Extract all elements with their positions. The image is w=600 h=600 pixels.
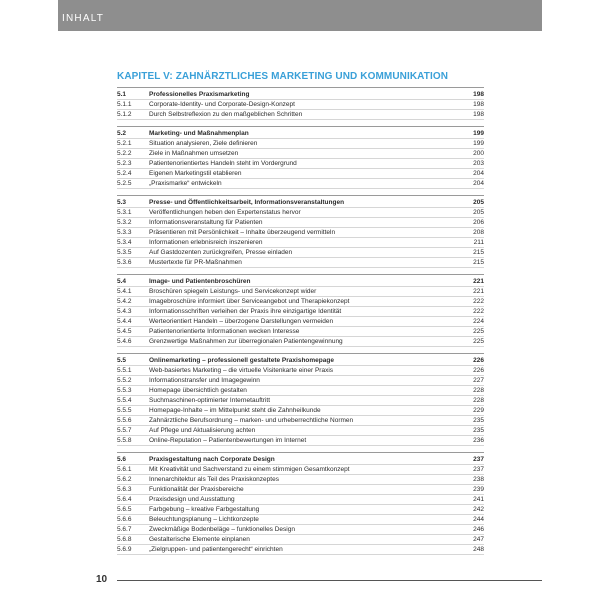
toc-entry (117, 317, 484, 327)
toc-num: 5.4.1 (117, 288, 132, 295)
toc-section (117, 126, 484, 189)
toc-page: 228 (473, 397, 484, 404)
toc-title: Auf Gastdozenten zurückgreifen, Presse einladen (149, 249, 293, 256)
toc-entry (117, 179, 484, 189)
toc-num: 5.3 (117, 199, 127, 206)
toc-title: Mustertexte für PR-Maßnahmen (149, 259, 242, 266)
toc-num: 5.3.2 (117, 219, 132, 226)
toc-page: 221 (473, 288, 484, 295)
toc-entry (117, 248, 484, 258)
toc-page: 239 (473, 486, 484, 493)
toc-page: 203 (473, 160, 484, 167)
toc-entry (117, 416, 484, 426)
toc-page: 200 (473, 150, 484, 157)
toc-entry (117, 169, 484, 179)
toc-entry (117, 228, 484, 238)
toc-title: Mit Kreativität und Sachverstand zu einem stimmigen Gesamtkonzept (149, 466, 350, 473)
toc-entry (117, 238, 484, 248)
toc-title: Marketing- und Maßnahmenplan (149, 130, 249, 137)
toc-entry (117, 406, 484, 416)
toc-title: Homepage-Inhalte – im Mittelpunkt steht die Zahnheilkunde (149, 407, 321, 414)
toc-num: 5.4.5 (117, 328, 132, 335)
toc-section (117, 452, 484, 555)
toc-num: 5.6.3 (117, 486, 132, 493)
toc-section-heading (117, 356, 484, 366)
toc-num: 5.3.5 (117, 249, 132, 256)
toc-section (117, 87, 484, 120)
toc-entry (117, 386, 484, 396)
toc-entry (117, 535, 484, 545)
toc-title: Patientenorientierte Informationen wecken Interesse (149, 328, 300, 335)
toc-num: 5.4.6 (117, 338, 132, 345)
toc-page: 205 (473, 209, 484, 216)
toc-page: 244 (473, 516, 484, 523)
toc-page: 222 (473, 308, 484, 315)
toc-title: Innenarchitektur als Teil des Praxiskonzeptes (149, 476, 279, 483)
toc-entry (117, 485, 484, 495)
toc-title: Broschüren spiegeln Leistungs- und Servicekonzept wider (149, 288, 317, 295)
toc-num: 5.5.4 (117, 397, 132, 404)
toc-entry (117, 436, 484, 446)
toc-num: 5.5 (117, 357, 127, 364)
toc-page: 221 (473, 278, 484, 285)
toc-num: 5.2.4 (117, 170, 132, 177)
toc-page: 248 (473, 546, 484, 553)
toc-num: 5.3.4 (117, 239, 132, 246)
toc-page: 198 (473, 101, 484, 108)
toc-page: 237 (473, 456, 484, 463)
toc-num: 5.4.4 (117, 318, 132, 325)
toc-page: 215 (473, 249, 484, 256)
toc-num: 5.2.2 (117, 150, 132, 157)
toc-page: 242 (473, 506, 484, 513)
toc-page: 204 (473, 180, 484, 187)
toc-page: 222 (473, 298, 484, 305)
toc-entry (117, 218, 484, 228)
toc-title: Gestalterische Elemente einplanen (149, 536, 250, 543)
toc-num: 5.6.4 (117, 496, 132, 503)
toc-num: 5.5.3 (117, 387, 132, 394)
toc-entry (117, 159, 484, 169)
toc-title: Presse- und Öffentlichkeitsarbeit, Informationsveranstaltungen (149, 199, 345, 206)
toc-page: 224 (473, 318, 484, 325)
toc-num: 5.3.1 (117, 209, 132, 216)
toc-entry (117, 139, 484, 149)
toc-title: Informationstransfer und Imagegewinn (149, 377, 260, 384)
toc-num: 5.1 (117, 91, 127, 98)
toc-page: 215 (473, 259, 484, 266)
toc-page: 228 (473, 387, 484, 394)
toc-page: 208 (473, 229, 484, 236)
toc-entry (117, 327, 484, 337)
toc-entry (117, 396, 484, 406)
toc-entry (117, 208, 484, 218)
toc-num: 5.5.7 (117, 427, 132, 434)
toc-page: 235 (473, 417, 484, 424)
toc-page: 199 (473, 140, 484, 147)
toc-title: Informationen erlebnisreich inszenieren (149, 239, 263, 246)
toc-page: 229 (473, 407, 484, 414)
toc-entry (117, 475, 484, 485)
toc-page: 199 (473, 130, 484, 137)
toc-entry (117, 337, 484, 347)
toc-title: Imagebroschüre informiert über Serviceangebot und Therapiekonzept (149, 298, 350, 305)
toc-entry (117, 376, 484, 386)
toc-section (117, 195, 484, 268)
toc-entry (117, 465, 484, 475)
toc-title: Homepage übersichtlich gestalten (149, 387, 247, 394)
toc-page: 246 (473, 526, 484, 533)
toc-num: 5.5.8 (117, 437, 132, 444)
toc-entry (117, 258, 484, 268)
toc-section (117, 353, 484, 446)
toc-num: 5.4.2 (117, 298, 132, 305)
toc-title: Farbgebung – kreative Farbgestaltung (149, 506, 260, 513)
toc-num: 5.6.6 (117, 516, 132, 523)
toc-num: 5.6.2 (117, 476, 132, 483)
toc-section (117, 274, 484, 347)
toc-title: Corporate-Identity- und Corporate-Design-Konzept (149, 101, 295, 108)
toc-title: Onlinemarketing – professionell gestaltete Praxishomepage (149, 357, 334, 364)
toc-page: 211 (473, 239, 484, 246)
toc-num: 5.1.1 (117, 101, 132, 108)
toc-title: Informationsschriften verleihen der Praxis ihre einzigartige Identität (149, 308, 342, 315)
toc-page: 205 (473, 199, 484, 206)
toc-page: 237 (473, 466, 484, 473)
toc-title: Professionelles Praxismarketing (149, 91, 250, 98)
toc-entry (117, 149, 484, 159)
toc-num: 5.6.7 (117, 526, 132, 533)
toc-page: 247 (473, 536, 484, 543)
toc-page: 236 (473, 437, 484, 444)
toc-num: 5.2 (117, 130, 127, 137)
toc-title: „Zielgruppen- und patientengerecht“ einrichten (149, 546, 283, 553)
table-of-contents (117, 87, 484, 555)
toc-entry (117, 110, 484, 120)
toc-num: 5.1.2 (117, 111, 132, 118)
toc-title: Zweckmäßige Bodenbeläge – funktionelles Design (149, 526, 295, 533)
toc-num: 5.5.1 (117, 367, 132, 374)
toc-num: 5.6.9 (117, 546, 132, 553)
toc-page: 206 (473, 219, 484, 226)
toc-page: 227 (473, 377, 484, 384)
toc-page: 198 (473, 111, 484, 118)
toc-page: 204 (473, 170, 484, 177)
toc-page: 226 (473, 357, 484, 364)
toc-entry (117, 545, 484, 555)
toc-num: 5.5.2 (117, 377, 132, 384)
toc-title: Patientenorientiertes Handeln steht im Vordergrund (149, 160, 297, 167)
toc-num: 5.6.8 (117, 536, 132, 543)
toc-title: Image- und Patientenbroschüren (149, 278, 251, 285)
toc-section-heading (117, 277, 484, 287)
toc-title: Zahnärztliche Berufsordnung – marken- und urheberrechtliche Normen (149, 417, 354, 424)
toc-page: 226 (473, 367, 484, 374)
toc-num: 5.6 (117, 456, 127, 463)
toc-num: 5.3.6 (117, 259, 132, 266)
toc-entry (117, 366, 484, 376)
toc-title: Praxisdesign und Ausstattung (149, 496, 235, 503)
page-number: 10 (96, 574, 108, 585)
toc-title: Grenzwertige Maßnahmen zur überregionalen Patientengewinnung (149, 338, 343, 345)
toc-num: 5.2.3 (117, 160, 132, 167)
toc-num: 5.2.5 (117, 180, 132, 187)
toc-page: 198 (473, 91, 484, 98)
toc-page: 241 (473, 496, 484, 503)
toc-entry (117, 287, 484, 297)
toc-page: 238 (473, 476, 484, 483)
toc-num: 5.4 (117, 278, 127, 285)
toc-title: Ziele in Maßnahmen umsetzen (149, 150, 239, 157)
toc-title: Veröffentlichungen heben den Expertenstatus hervor (149, 209, 301, 216)
toc-num: 5.3.3 (117, 229, 132, 236)
toc-page: 225 (473, 338, 484, 345)
toc-entry (117, 426, 484, 436)
toc-num: 5.4.3 (117, 308, 132, 315)
toc-page: 225 (473, 328, 484, 335)
toc-entry (117, 505, 484, 515)
toc-title: Beleuchtungsplanung – Lichtkonzepte (149, 516, 259, 523)
toc-title: Suchmaschinen-optimierter Internetauftritt (149, 397, 271, 404)
toc-title: Situation analysieren, Ziele definieren (149, 140, 258, 147)
toc-title: Auf Pflege und Aktualisierung achten (149, 427, 256, 434)
toc-title: Web-basiertes Marketing – die virtuelle Visitenkarte einer Praxis (149, 367, 334, 374)
toc-num: 5.5.5 (117, 407, 132, 414)
toc-num: 5.2.1 (117, 140, 132, 147)
toc-title: Präsentieren mit Persönlichkeit – Inhalte überzeugend vermitteln (149, 229, 336, 236)
toc-title: Eigenen Marketingstil etablieren (149, 170, 242, 177)
toc-entry (117, 297, 484, 307)
toc-section-heading (117, 198, 484, 208)
toc-num: 5.5.6 (117, 417, 132, 424)
toc-entry (117, 307, 484, 317)
toc-section-heading (117, 455, 484, 465)
toc-title: „Praxismarke“ entwickeln (149, 180, 222, 187)
toc-entry (117, 495, 484, 505)
chapter-title: KAPITEL V: ZAHNÄRZTLICHES MARKETING UND KOMMUNIKATION (117, 71, 449, 82)
toc-num: 5.6.1 (117, 466, 132, 473)
toc-section-heading (117, 129, 484, 139)
toc-entry (117, 525, 484, 535)
toc-title: Funktionalität der Praxisbereiche (149, 486, 244, 493)
toc-entry (117, 515, 484, 525)
toc-title: Praxisgestaltung nach Corporate Design (149, 456, 275, 463)
toc-title: Werteorientiert Handeln – überzogene Darstellungen vermeiden (149, 318, 334, 325)
toc-entry (117, 100, 484, 110)
header-title: INHALT (62, 13, 105, 24)
toc-page: 235 (473, 427, 484, 434)
header-bar (58, 0, 542, 31)
toc-section-heading (117, 90, 484, 100)
toc-num: 5.6.5 (117, 506, 132, 513)
toc-title: Online-Reputation – Patientenbewertungen im Internet (149, 437, 307, 444)
footer-rule (117, 580, 542, 581)
toc-title: Durch Selbstreflexion zu den maßgeblichen Schritten (149, 111, 303, 118)
toc-title: Informationsveranstaltung für Patienten (149, 219, 263, 226)
